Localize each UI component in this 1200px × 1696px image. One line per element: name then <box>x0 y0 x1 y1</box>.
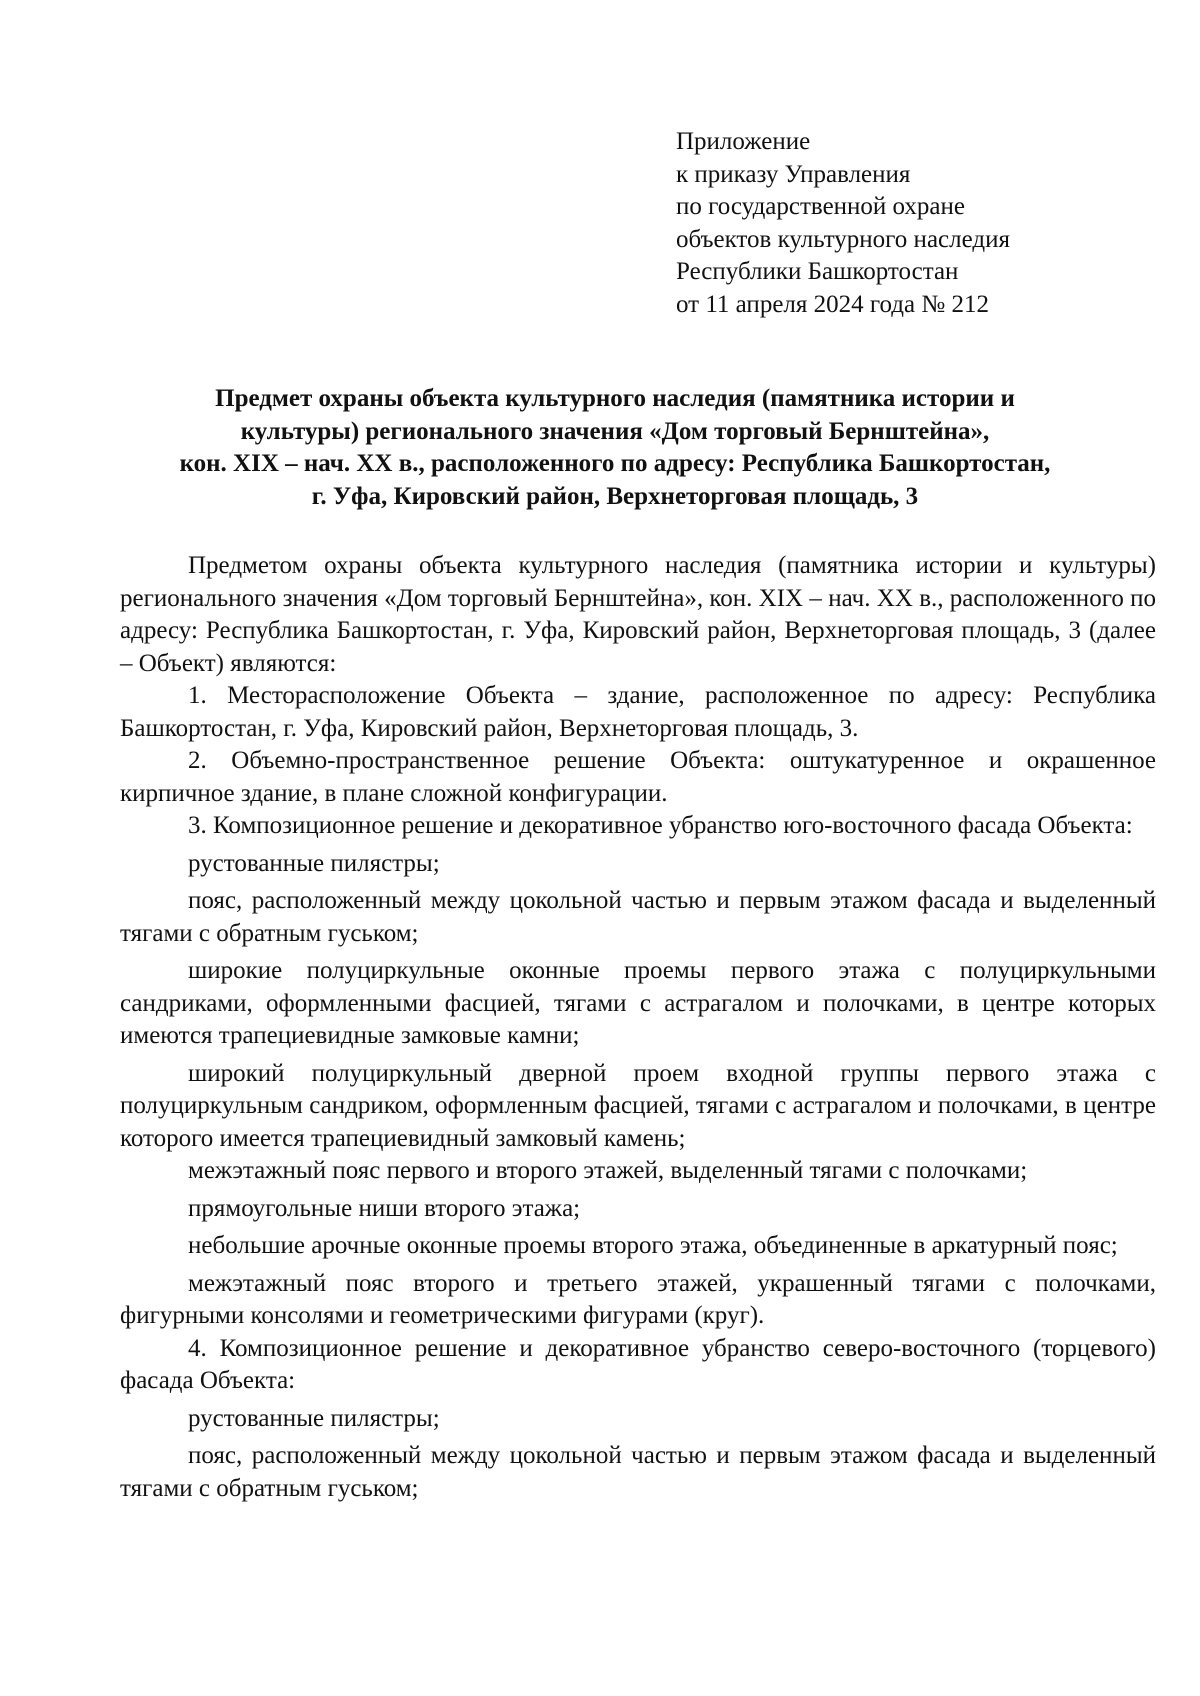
item-3-southeast-facade: 3. Композиционное решение и декоративное убранство юго-восточного фасада Объекта: <box>188 812 1133 839</box>
document-body <box>120 550 1156 1505</box>
list-item: небольшие арочные оконные проемы второго этажа, объединенные в аркатурный пояс; <box>188 1232 1118 1259</box>
appendix-line: по государственной охране <box>676 193 966 220</box>
item-1-location: 1. Месторасположение Объекта – здание, расположенное по адресу: Республика Башкортостан, г. Уфа, Кировский район, Верхнеторговая площадь, 3. <box>120 682 1156 742</box>
list-item: пояс, расположенный между цокольной частью и первым этажом фасада и выделенный тягами с обратным гуськом; <box>120 887 1156 947</box>
title-line: культуры) регионального значения «Дом торговый Бернштейна», <box>240 417 990 445</box>
list-item: пояс, расположенный между цокольной частью и первым этажом фасада и выделенный тягами с обратным гуськом; <box>120 1442 1156 1502</box>
appendix-line: к приказу Управления <box>676 160 911 188</box>
intro-paragraph: Предметом охраны объекта культурного наследия (памятника истории и культуры) регионального значения «Дом торговый Бернштейна», кон. XIX – нач. XX в., расположенного по адресу: Республика Башкортостан, г. Уфа, Кировский район, Верхнеторговая площадь, 3 (далее – Объект) являются: <box>120 552 1156 677</box>
document-title <box>120 383 1110 513</box>
appendix-line: Республики Башкортостан <box>676 258 959 285</box>
title-line: г. Уфа, Кировский район, Верхнеторговая площадь, 3 <box>311 482 919 510</box>
appendix-header <box>676 126 1010 321</box>
title-line: Предмет охраны объекта культурного наследия (памятника истории и <box>215 385 1015 412</box>
list-item: широкие полуциркульные оконные проемы первого этажа с полуциркульными сандриками, оформленными фасцией, тягами с астрагалом и полочками, в центре которых имеются трапециевидные замковые камни; <box>120 957 1156 1049</box>
list-item: рустованные пилястры; <box>188 849 440 877</box>
appendix-line: объектов культурного наследия <box>676 225 1010 253</box>
list-item: широкий полуциркульный дверной проем входной группы первого этажа с полуциркульным сандриком, оформленным фасцией, тягами с астрагалом и полочками, в центре которого имеется трапециевидный замковый камень; <box>120 1059 1156 1152</box>
list-item: межэтажный пояс первого и второго этажей, выделенный тягами с полочками; <box>188 1157 1028 1184</box>
title-line: кон. XIX – нач. XX в., расположенного по адресу: Республика Башкортостан, <box>179 450 1051 477</box>
list-item: прямоугольные ниши второго этажа; <box>188 1194 581 1222</box>
item-2-spatial-solution: 2. Объемно-пространственное решение Объекта: оштукатуренное и окрашенное кирпичное здание, в плане сложной конфигурации. <box>120 747 1156 807</box>
item-4-northeast-facade: 4. Композиционное решение и декоративное убранство северо-восточного (торцевого) фасада Объекта: <box>120 1334 1156 1394</box>
appendix-line: от 11 апреля 2024 года № 212 <box>676 290 989 318</box>
list-item: рустованные пилястры; <box>188 1404 440 1432</box>
list-item: межэтажный пояс второго и третьего этажей, украшенный тягами с полочками, фигурными консолями и геометрическими фигурами (круг). <box>120 1269 1156 1329</box>
appendix-line: Приложение <box>676 128 811 155</box>
